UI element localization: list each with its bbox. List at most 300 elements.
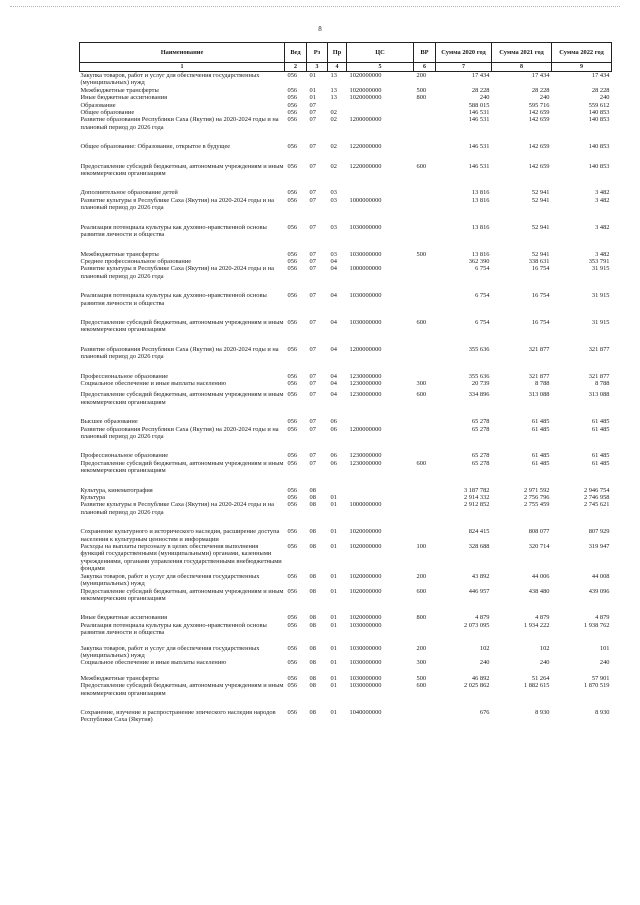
column-number: 8: [492, 63, 552, 72]
row-spacer: [80, 516, 612, 528]
row-cs: [347, 189, 414, 196]
header-pr: Пр: [328, 43, 347, 63]
row-rz: 07: [309, 189, 316, 197]
row-cs: 1220000000: [349, 162, 382, 170]
row-sum-2022: 313 088: [588, 391, 610, 399]
row-sum-2022: 8 930: [595, 708, 610, 716]
table-row: [80, 487, 612, 494]
row-name: Реализация потенциала культуры как духовно-нравственной основы развития личности и общества: [80, 621, 267, 637]
row-sum-2021: 8 930: [535, 708, 550, 716]
row-rz: 07: [309, 292, 316, 300]
row-cs: 1030000000: [349, 674, 382, 682]
row-spacer: [80, 637, 612, 645]
row-ved: 056: [287, 162, 298, 170]
row-sum-2020: 102: [479, 644, 490, 652]
column-number: 2: [285, 63, 307, 72]
row-ved: 056: [287, 452, 298, 460]
row-sum-2022: 17 434: [591, 72, 610, 79]
row-cs: 1230000000: [349, 459, 382, 467]
row-pr: 04: [330, 391, 337, 399]
row-sum-2020: 6 754: [475, 318, 490, 326]
table-header-row: [80, 43, 612, 63]
row-rz: 07: [309, 345, 316, 353]
row-sum-2022: 8 788: [595, 379, 610, 387]
table-row: [80, 573, 612, 588]
row-sum-2021: 16 754: [531, 318, 550, 326]
row-name: Общее образование: Образование, открытое в будущее: [80, 143, 231, 151]
row-name: Общее образование: [80, 109, 135, 117]
row-ved: 056: [287, 72, 298, 79]
table-row: [80, 102, 612, 109]
row-sum-2020: 13 816: [471, 189, 490, 197]
row-name: Развитие образования Республики Саха (Якутия) на 2020-2024 годы и на плановый период до 2026 года: [80, 425, 279, 440]
row-rz: 08: [309, 614, 316, 622]
row-sum-2021: 142 659: [528, 162, 550, 170]
row-sum-2020: 446 957: [468, 587, 490, 595]
row-sum-2021: 595 716: [528, 101, 550, 109]
row-sum-2020: 588 015: [468, 101, 490, 109]
row-pr: 02: [330, 143, 337, 151]
row-sum-2022: 2 746 958: [583, 494, 610, 502]
table-row: [80, 116, 612, 131]
row-rz: 07: [309, 452, 316, 460]
row-rz: 07: [309, 379, 316, 387]
row-sum-2020: 46 892: [471, 674, 490, 682]
row-vr: 100: [416, 543, 427, 551]
row-sum-2022: 61 485: [591, 418, 610, 426]
row-ved: 056: [287, 116, 298, 124]
row-name: Дополнительное образование детей: [80, 189, 178, 197]
row-vr: [414, 258, 436, 265]
row-sum-2022: 321 877: [588, 345, 610, 353]
row-ved: 056: [287, 345, 298, 353]
row-ved: 056: [287, 621, 298, 629]
row-name: Предоставление субсидий бюджетным, автономным учреждениям и иным некоммерческим организациям: [80, 587, 284, 602]
row-ved: 056: [287, 391, 298, 399]
row-spacer: [80, 697, 612, 709]
row-vr: 800: [416, 94, 427, 102]
row-vr: 200: [416, 644, 427, 652]
row-cs: 1030000000: [349, 644, 382, 652]
row-spacer: [80, 406, 612, 418]
table-row: [80, 645, 612, 660]
table-row: [80, 197, 612, 212]
table-row: [80, 391, 612, 406]
row-cs: 1020000000: [349, 528, 382, 536]
row-rz: 08: [309, 587, 316, 595]
row-sum-2021: 52 941: [531, 196, 550, 204]
row-cs: 1200000000: [349, 345, 382, 353]
row-rz: 08: [309, 644, 316, 652]
row-rz: 07: [309, 372, 316, 380]
row-pr: 01: [330, 621, 337, 629]
table-row: [80, 426, 612, 441]
row-vr: [414, 622, 436, 637]
row-sum-2021: 321 877: [528, 372, 550, 380]
row-name: Закупка товаров, работ и услуг для обеспечения государственных (муниципальных) нужд: [80, 572, 260, 588]
row-ved: 056: [287, 318, 298, 326]
row-rz: 07: [309, 162, 316, 170]
row-ved: 056: [287, 528, 298, 536]
row-sum-2020: 334 896: [468, 391, 490, 399]
row-sum-2020: 146 531: [468, 116, 490, 124]
column-number: 6: [414, 63, 436, 72]
row-sum-2022: 101: [599, 644, 610, 652]
row-sum-2022: 61 485: [591, 459, 610, 467]
table-body: [80, 72, 612, 724]
row-sum-2022: 140 853: [588, 162, 610, 170]
row-vr: 600: [416, 318, 427, 326]
row-sum-2021: 16 754: [531, 265, 550, 273]
row-rz: 08: [309, 486, 316, 494]
row-sum-2021: 61 485: [531, 459, 550, 467]
row-pr: 06: [330, 425, 337, 433]
row-sum-2020: 2 025 862: [463, 682, 490, 690]
row-ved: 056: [287, 425, 298, 433]
row-spacer: [80, 667, 612, 675]
row-sum-2021: 240: [539, 94, 550, 102]
row-name: Социальное обеспечение и иные выплаты населению: [80, 659, 227, 667]
row-pr: 04: [330, 292, 337, 300]
row-name: Сохранение, изучение и распространение эпического наследия народов Республики Саха (Якутия): [80, 708, 276, 724]
row-pr: [328, 102, 347, 109]
row-rz: 07: [309, 116, 316, 124]
row-rz: 01: [309, 86, 316, 94]
row-cs: 1230000000: [349, 452, 382, 460]
row-vr: 200: [416, 72, 427, 79]
table-row: [80, 72, 612, 87]
row-sum-2021: 17 434: [531, 72, 550, 79]
row-sum-2020: 20 739: [471, 379, 490, 387]
row-cs: [347, 418, 414, 425]
row-pr: 01: [330, 614, 337, 622]
row-sum-2022: 31 915: [591, 265, 610, 273]
row-sum-2022: 2 745 621: [583, 501, 610, 509]
row-pr: 02: [330, 109, 337, 117]
row-sum-2020: 28 228: [471, 86, 490, 94]
table-row: [80, 452, 612, 459]
row-ved: 056: [287, 614, 298, 622]
row-sum-2021: 142 659: [528, 116, 550, 124]
column-number: 4: [328, 63, 347, 72]
row-name: Сохранение культурного и исторического наследия, расширение доступа населения к культурным ценностям и информации: [80, 528, 280, 543]
row-vr: 500: [416, 674, 427, 682]
row-rz: 08: [309, 494, 316, 502]
row-vr: [414, 346, 436, 361]
row-vr: [414, 418, 436, 425]
row-rz: 08: [309, 621, 316, 629]
row-rz: 07: [309, 391, 316, 399]
row-sum-2021: 2 756 796: [523, 494, 550, 502]
row-cs: [347, 102, 414, 109]
row-sum-2022: 439 096: [588, 587, 610, 595]
table-row: [80, 265, 612, 280]
row-pr: 13: [330, 72, 337, 79]
row-pr: 06: [330, 418, 337, 426]
row-sum-2022: 559 612: [588, 101, 610, 109]
table-row: [80, 319, 612, 334]
row-vr: [414, 373, 436, 380]
row-rz: 07: [309, 459, 316, 467]
row-sum-2021: 321 877: [528, 345, 550, 353]
row-sum-2021: 28 228: [531, 86, 550, 94]
row-cs: 1020000000: [349, 94, 382, 102]
row-cs: [347, 109, 414, 116]
row-cs: 1030000000: [349, 223, 382, 231]
row-sum-2020: 362 390: [468, 257, 490, 265]
row-pr: 04: [330, 265, 337, 273]
row-sum-2021: 61 485: [531, 418, 550, 426]
row-sum-2021: 44 006: [531, 572, 550, 580]
row-pr: 04: [330, 257, 337, 265]
row-sum-2020: 65 278: [471, 452, 490, 460]
row-name: Социальное обеспечение и иные выплаты населению: [80, 379, 227, 387]
row-sum-2021: 61 485: [531, 452, 550, 460]
row-vr: [414, 265, 436, 280]
header-ved: Вед: [285, 43, 307, 63]
row-vr: [414, 487, 436, 494]
row-sum-2022: 61 485: [591, 425, 610, 433]
row-sum-2020: 13 816: [471, 250, 490, 258]
table-row: [80, 87, 612, 94]
row-ved: 056: [287, 572, 298, 580]
row-vr: [414, 189, 436, 196]
row-sum-2020: 328 688: [468, 543, 490, 551]
row-pr: 13: [330, 94, 337, 102]
column-number-row: [80, 63, 612, 72]
row-vr: 300: [416, 659, 427, 667]
row-pr: 03: [330, 196, 337, 204]
row-pr: 01: [330, 682, 337, 690]
row-pr: 06: [330, 452, 337, 460]
row-ved: 056: [287, 101, 298, 109]
row-sum-2021: 438 480: [528, 587, 550, 595]
row-cs: 1020000000: [349, 614, 382, 622]
row-ved: 056: [287, 674, 298, 682]
row-sum-2020: 13 816: [471, 223, 490, 231]
row-ved: 056: [287, 587, 298, 595]
row-pr: 01: [330, 543, 337, 551]
row-rz: 01: [309, 94, 316, 102]
row-cs: 1020000000: [349, 572, 382, 580]
row-pr: 03: [330, 223, 337, 231]
row-sum-2020: 676: [479, 708, 490, 716]
row-vr: [414, 494, 436, 501]
row-sum-2022: 1 938 762: [583, 621, 610, 629]
row-vr: [414, 292, 436, 307]
row-spacer: [80, 440, 612, 452]
row-spacer: [80, 212, 612, 224]
row-spacer: [80, 280, 612, 292]
row-sum-2021: 2 755 459: [523, 501, 550, 509]
row-pr: 03: [330, 250, 337, 258]
row-sum-2021: 8 788: [535, 379, 550, 387]
row-sum-2022: 28 228: [591, 86, 610, 94]
row-ved: 056: [287, 223, 298, 231]
row-rz: 08: [309, 528, 316, 536]
row-cs: [347, 258, 414, 265]
row-vr: [414, 143, 436, 150]
table-row: [80, 380, 612, 387]
row-sum-2022: 321 877: [588, 372, 610, 380]
row-name: Развитие образования Республики Саха (Якутия) на 2020-2024 годы и на плановый период до 2026 года: [80, 345, 279, 361]
row-rz: 08: [309, 682, 316, 690]
table-row: [80, 94, 612, 101]
row-sum-2020: 13 816: [471, 196, 490, 204]
row-sum-2021: 52 941: [531, 223, 550, 231]
row-spacer: [80, 334, 612, 346]
row-sum-2021: 142 659: [528, 143, 550, 151]
row-vr: [414, 197, 436, 212]
row-cs: [347, 487, 414, 494]
table-row: [80, 659, 612, 666]
row-rz: 07: [309, 223, 316, 231]
row-cs: 1030000000: [349, 318, 382, 326]
row-ved: 056: [287, 682, 298, 690]
budget-table: [79, 42, 612, 724]
row-cs: 1000000000: [349, 265, 382, 273]
row-rz: 01: [309, 72, 316, 79]
row-ved: 056: [287, 494, 298, 502]
row-ved: 056: [287, 486, 298, 494]
row-rz: 07: [309, 257, 316, 265]
column-number: 5: [347, 63, 414, 72]
row-sum-2020: 2 073 095: [463, 621, 490, 629]
row-sum-2022: 61 485: [591, 452, 610, 460]
header-vr: ВР: [414, 43, 436, 63]
row-name: Расходы на выплаты персоналу в целях обеспечения выполнения функций государственными (муниципальными) органами, казенными учреждениями, органами управления государственными внебюджетными фондами: [80, 543, 282, 573]
row-pr: 04: [330, 379, 337, 387]
row-pr: 06: [330, 459, 337, 467]
row-sum-2021: 1 934 222: [523, 621, 550, 629]
row-sum-2020: 4 879: [475, 614, 490, 622]
row-sum-2020: 355 636: [468, 345, 490, 353]
table-row: [80, 528, 612, 543]
row-cs: 1200000000: [349, 425, 382, 433]
table-row: [80, 189, 612, 196]
row-ved: 056: [287, 379, 298, 387]
row-sum-2021: 52 941: [531, 189, 550, 197]
row-rz: 08: [309, 543, 316, 551]
row-sum-2022: 3 482: [595, 196, 610, 204]
row-pr: 01: [330, 674, 337, 682]
row-sum-2020: 146 531: [468, 143, 490, 151]
table-row: [80, 614, 612, 621]
row-rz: 07: [309, 418, 316, 426]
row-name: Культура, кинематография: [80, 486, 153, 494]
row-sum-2020: 3 187 782: [463, 486, 490, 494]
row-sum-2020: 6 754: [475, 292, 490, 300]
row-ved: 056: [287, 459, 298, 467]
row-cs: 1230000000: [349, 379, 382, 387]
row-name: Профессиональное образование: [80, 452, 169, 460]
header-cs: ЦС: [347, 43, 414, 63]
header-rz: Рз: [307, 43, 328, 63]
column-number: 1: [80, 63, 285, 72]
row-cs: [347, 494, 414, 501]
row-ved: 056: [287, 644, 298, 652]
row-sum-2022: 240: [599, 94, 610, 102]
row-sum-2020: 2 914 332: [463, 494, 490, 502]
row-rz: 07: [309, 101, 316, 109]
row-sum-2020: 240: [479, 94, 490, 102]
row-spacer: [80, 131, 612, 143]
row-cs: 1000000000: [349, 196, 382, 204]
row-sum-2021: 240: [539, 659, 550, 667]
row-rz: 08: [309, 572, 316, 580]
table-row: [80, 588, 612, 603]
row-ved: 056: [287, 109, 298, 117]
row-name: Реализация потенциала культуры как духовно-нравственной основы развития личности и общества: [80, 292, 267, 307]
row-pr: 04: [330, 318, 337, 326]
row-cs: 1040000000: [349, 708, 382, 716]
row-cs: 1000000000: [349, 501, 382, 509]
row-cs: 1020000000: [349, 72, 382, 79]
row-pr: 01: [330, 587, 337, 595]
row-spacer: [80, 361, 612, 373]
row-sum-2020: 146 531: [468, 109, 490, 117]
row-vr: 600: [416, 682, 427, 690]
table-row: [80, 675, 612, 682]
row-name: Межбюджетные трансферты: [80, 250, 159, 258]
row-cs: 1030000000: [349, 292, 382, 300]
row-name: Развитие образования Республики Саха (Якутия) на 2020-2024 годы и на плановый период до 2026 года: [80, 116, 279, 131]
row-pr: 02: [330, 162, 337, 170]
row-name: Закупка товаров, работ и услуг для обеспечения государственных (муниципальных) нужд: [80, 72, 260, 87]
row-ved: 056: [287, 265, 298, 273]
row-ved: 056: [287, 292, 298, 300]
row-sum-2020: 824 415: [468, 528, 490, 536]
row-sum-2022: 3 482: [595, 250, 610, 258]
row-pr: 04: [330, 345, 337, 353]
table-row: [80, 292, 612, 307]
table-row: [80, 709, 612, 724]
row-sum-2021: 1 882 615: [523, 682, 550, 690]
row-sum-2022: 1 870 519: [583, 682, 610, 690]
header-name: Наименование: [80, 43, 285, 63]
table-row: [80, 346, 612, 361]
row-sum-2022: 44 008: [591, 572, 610, 580]
row-spacer: [80, 307, 612, 319]
row-name: Образование: [80, 101, 116, 109]
row-cs: 1030000000: [349, 250, 382, 258]
row-vr: [414, 109, 436, 116]
row-cs: 1230000000: [349, 391, 382, 399]
row-sum-2022: 240: [599, 659, 610, 667]
row-sum-2020: 240: [479, 659, 490, 667]
row-vr: 800: [416, 614, 427, 622]
row-sum-2022: 140 853: [588, 109, 610, 117]
row-ved: 056: [287, 196, 298, 204]
row-vr: [414, 528, 436, 543]
row-sum-2020: 2 912 852: [463, 501, 490, 509]
row-name: Среднее профессиональное образование: [80, 257, 192, 265]
row-sum-2022: 140 853: [588, 143, 610, 151]
row-pr: 01: [330, 528, 337, 536]
row-sum-2021: 4 879: [535, 614, 550, 622]
row-sum-2020: 6 754: [475, 265, 490, 273]
row-sum-2022: 140 853: [588, 116, 610, 124]
row-name: Предоставление субсидий бюджетным, автономным учреждениям и иным некоммерческим организациям: [80, 682, 284, 697]
page-number: 8: [318, 25, 322, 33]
row-ved: 056: [287, 418, 298, 426]
header-sum-2020: Сумма 2020 год: [436, 43, 492, 63]
row-rz: 07: [309, 250, 316, 258]
row-sum-2022: 353 791: [588, 257, 610, 265]
table-row: [80, 460, 612, 475]
header-sum-2021: Сумма 2021 год: [492, 43, 552, 63]
row-name: Предоставление субсидий бюджетным, автономным учреждениям и иным некоммерческим организациям: [80, 318, 284, 334]
